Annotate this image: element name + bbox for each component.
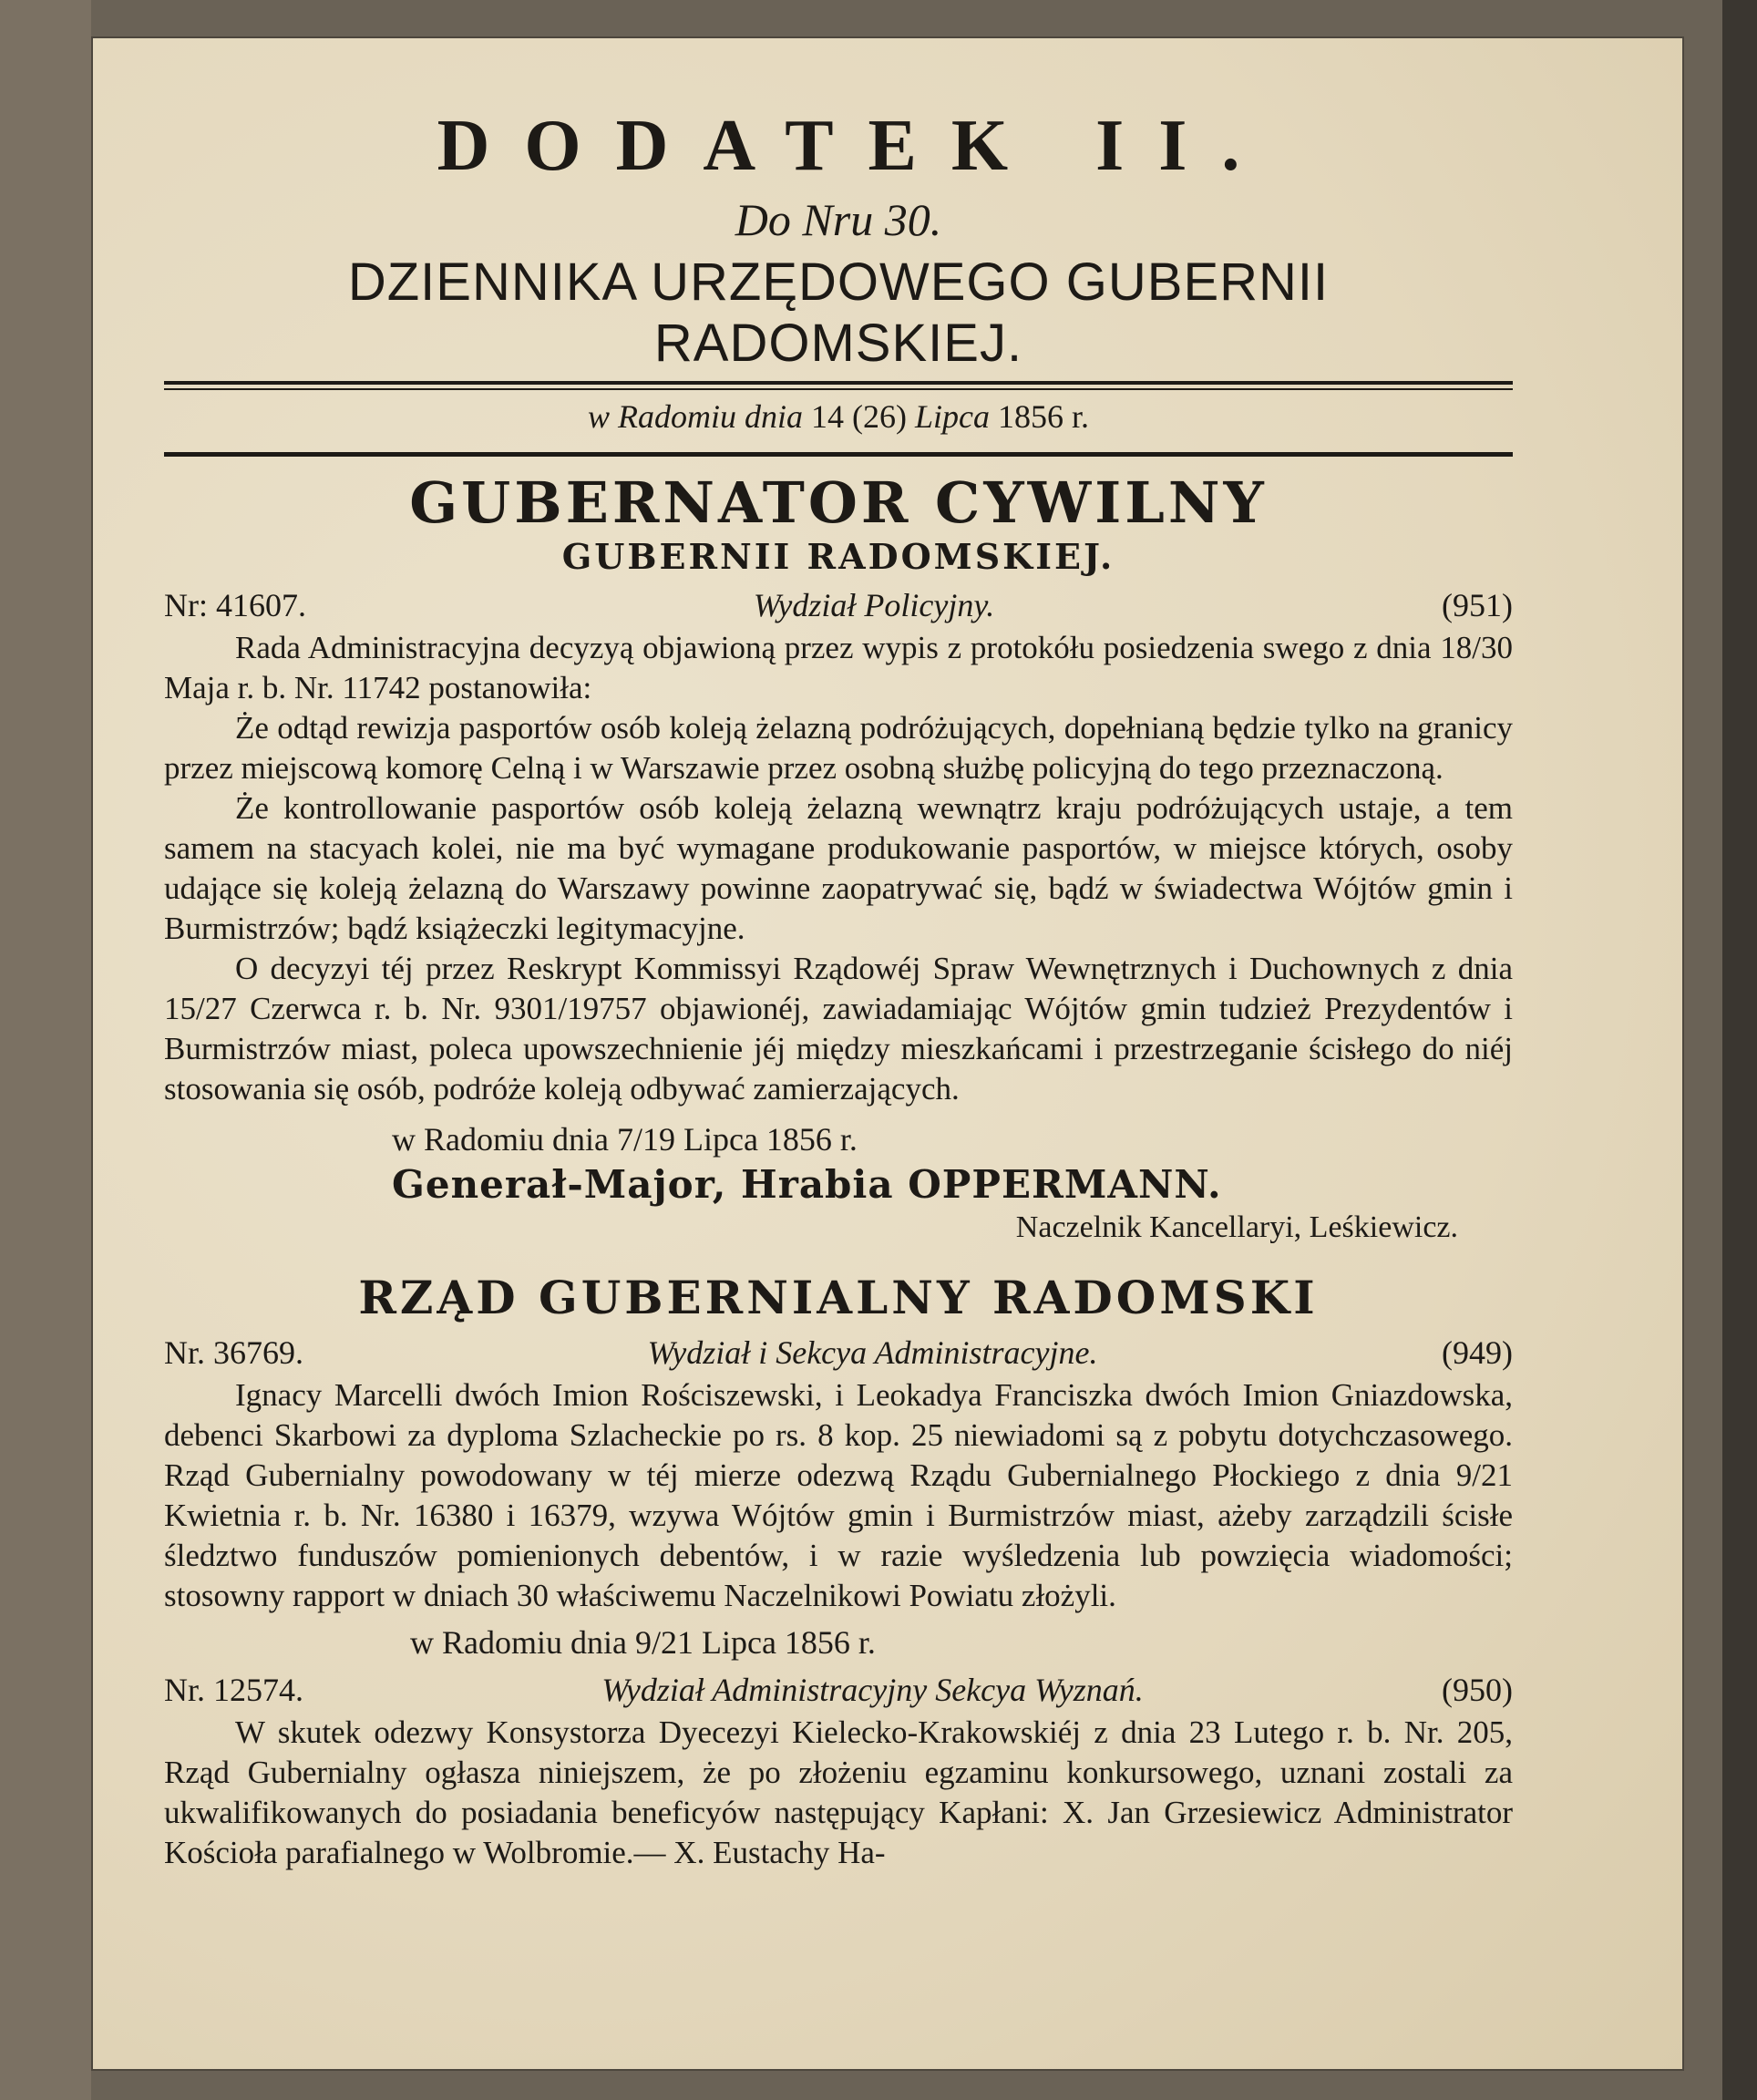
dateline-prefix: w Radomiu dnia <box>587 398 803 435</box>
paragraph: Że kontrollowanie pasportów osób koleją żelazną wewnątrz kraju podróżujących ustaje, a tem samem na stacyach kolei, nie ma być wymagane produkowanie pasportów, w miejsce których, osoby udające się koleją żelazną do Warszawy powinne zaopatrywać się, bądź w świadectwa Wójtów gmin i Burmistrzów; bądź książeczki legitymacyjne. <box>164 790 1513 946</box>
notice-department: Wydział Administracyjny Sekcya Wyznań. <box>601 1672 1144 1708</box>
masthead <box>164 105 1513 374</box>
masthead-title: DODATEK II. <box>437 106 1275 186</box>
issue-number: Do Nru 30. <box>735 194 942 245</box>
signer-name: Generał-Major, Hrabia OPPERMANN. <box>392 1162 1222 1207</box>
rule <box>164 388 1513 390</box>
notice-ref: (950) <box>1442 1672 1513 1708</box>
paragraph: Że odtąd rewizja pasportów osób koleją żelazną podróżujących, dopełnianą będzie tylko na granicy przez miejscową komorę Celną i w Warszawie przez osobną służbę policyjną do tego przeznaczoną. <box>164 710 1513 786</box>
notice-ref: (951) <box>1442 587 1513 623</box>
section-subheading: GUBERNII RADOMSKIEJ. <box>561 536 1115 577</box>
signature-date: w Radomiu dnia 9/21 Lipca 1856 r. <box>410 1624 876 1661</box>
section-governor <box>164 469 1513 1245</box>
notice-header <box>164 586 1513 624</box>
notice-number: Nr: 41607. <box>164 587 306 623</box>
section-heading: RZĄD GUBERNIALNY RADOMSKI <box>358 1271 1319 1324</box>
notice-header <box>164 1671 1513 1709</box>
dateline-day: 14 (26) <box>811 398 907 435</box>
page-content <box>164 105 1513 1873</box>
notice-ref: (949) <box>1442 1334 1513 1371</box>
paragraph: W skutek odezwy Konsystorza Dyecezyi Kielecko-Krakowskiéj z dnia 23 Lutego r. b. Nr. 205, Rząd Gubernialny ogłasza niniejszem, że po złożeniu egzaminu konkursowego, uznani zostali za ukwalifikowanych do posiadania beneficyów następujący Kapłani: X. Jan Grzesiewicz Administrator Kościoła parafialnego w Wolbromie.— X. Eustachy Ha- <box>164 1714 1513 1870</box>
journal-title: DZIENNIKA URZĘDOWEGO GUBERNII RADOMSKIEJ. <box>347 252 1330 373</box>
office-signature: Naczelnik Kancellaryi, Leśkiewicz. <box>1015 1210 1458 1244</box>
section-government <box>164 1271 1513 1873</box>
paragraph: O decyzyi téj przez Reskrypt Kommissyi Rządowéj Spraw Wewnętrznych i Duchownych z dnia 15/27 Czerwca r. b. Nr. 9301/19757 objawionéj, zawiadamiając Wójtów gmin tudzież Prezydentów i Burmistrzów miast, poleca upowszechnienie jéj między mieszkańcami i przestrzeganie ścisłego do niéj stosowania się osób, podróże koleją odbywać zamierzających. <box>164 951 1513 1107</box>
scan-left-margin <box>0 0 91 2100</box>
rule <box>164 381 1513 385</box>
notice-department: Wydział Policyjny. <box>753 587 995 623</box>
notice-department: Wydział i Sekcya Administracyjne. <box>647 1334 1098 1371</box>
dateline-year: 1856 r. <box>998 398 1090 435</box>
notice-number: Nr. 36769. <box>164 1334 303 1371</box>
paragraph: Rada Administracyjna decyzyą objawioną przez wypis z protokółu posiedzenia swego z dnia 18/30 Maja r. b. Nr. 11742 postanowiła: <box>164 630 1513 705</box>
dateline <box>164 397 1513 436</box>
signature-date: w Radomiu dnia 7/19 Lipca 1856 r. <box>392 1121 858 1158</box>
dateline-month: Lipca <box>914 398 990 435</box>
notice-header <box>164 1333 1513 1372</box>
notice-number: Nr. 12574. <box>164 1672 303 1708</box>
scan-right-margin <box>1722 0 1757 2100</box>
section-heading: GUBERNATOR CYWILNY <box>409 469 1268 536</box>
rule <box>164 452 1513 457</box>
paragraph: Ignacy Marcelli dwóch Imion Rościszewski, i Leokadya Franciszka dwóch Imion Gniazdowska, debenci Skarbowi za dyploma Szlacheckie po rs. 8 kop. 25 niewiadomi są z pobytu dotychczasowego. Rząd Gubernialny powodowany w téj mierze odezwą Rządu Gubernialnego Płockiego z dnia 9/21 Kwietnia r. b. Nr. 16380 i 16379, wzywa Wójtów gmin i Burmistrzów miast, ażeby zarządzili ścisłe śledztwo funduszów pomienionych debentów, i w razie wyśledzenia lub powzięcia wiadomości; stosowny rapport w dniach 30 właściwemu Naczelnikowi Powiatu złożyli. <box>164 1377 1513 1613</box>
